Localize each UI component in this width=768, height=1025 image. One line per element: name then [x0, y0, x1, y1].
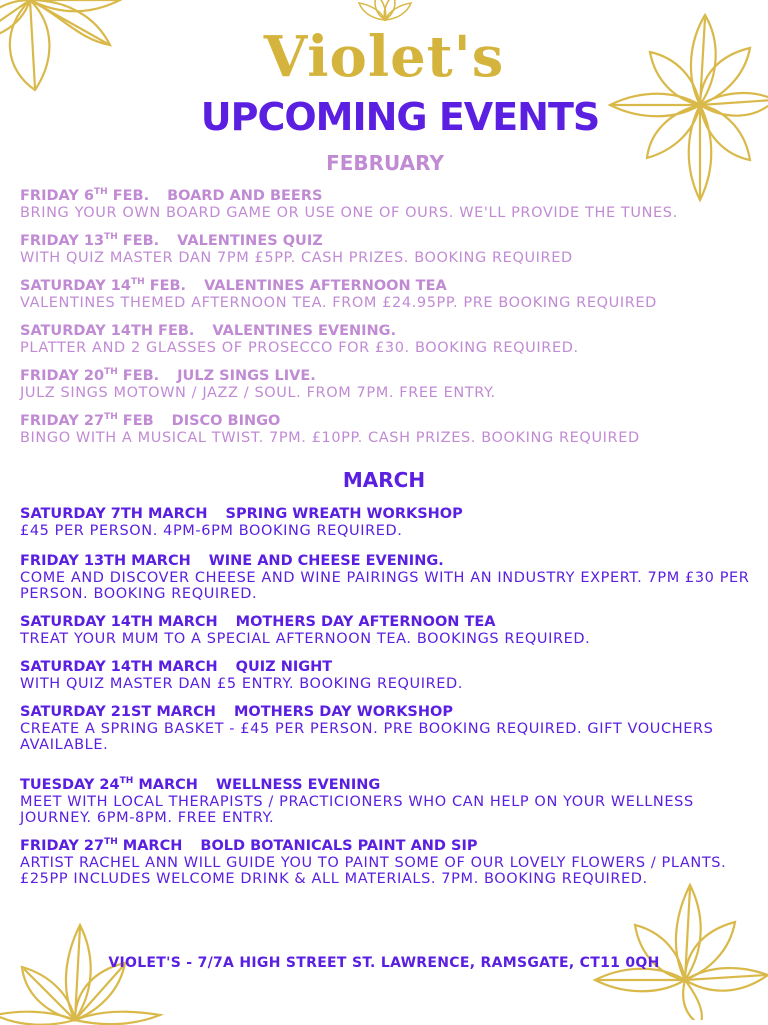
event-heading: [20, 659, 750, 676]
event-heading: [20, 413, 750, 430]
event-month: FEB: [117, 413, 154, 429]
event-date: SATURDAY 21ST MARCH: [20, 704, 216, 720]
event-name: QUIZ NIGHT: [235, 659, 333, 675]
month-heading-march: MARCH: [342, 468, 426, 492]
event-date: TUESDAY 24: [20, 777, 120, 793]
event-date-suffix: TH: [130, 277, 145, 288]
event-name: VALENTINES AFTERNOON TEA: [204, 278, 447, 294]
event-date-suffix: TH: [104, 837, 118, 848]
event-heading: [20, 704, 750, 721]
event-heading: [20, 323, 750, 340]
event-date: FRIDAY 6: [20, 188, 94, 204]
event-item: [20, 614, 750, 647]
event-description: TREAT YOUR MUM TO A SPECIAL AFTERNOON TEA. BOOKINGS REQUIRED.: [20, 631, 591, 647]
event-month: FEB.: [117, 233, 160, 249]
event-description: WITH QUIZ MASTER DAN 7PM £5PP. CASH PRIZES. BOOKING REQUIRED: [20, 250, 573, 266]
event-date: SATURDAY 14: [20, 278, 131, 294]
event-heading: [20, 278, 750, 295]
event-date: FRIDAY 27: [20, 413, 105, 429]
event-date: SATURDAY 14TH FEB.: [20, 323, 195, 339]
event-heading: [20, 188, 750, 205]
event-item: [20, 553, 750, 602]
event-item: [20, 413, 750, 446]
event-item: [20, 838, 750, 887]
event-name: SPRING WREATH WORKSHOP: [225, 506, 463, 522]
event-date: FRIDAY 20: [20, 368, 105, 384]
event-date-suffix: TH: [104, 412, 118, 423]
event-item: [20, 233, 750, 266]
event-item: [20, 278, 750, 311]
event-item: [20, 777, 750, 826]
event-name: VALENTINES QUIZ: [177, 233, 323, 249]
february-event-list: [20, 188, 750, 458]
month-heading-february: FEBRUARY: [326, 151, 444, 175]
event-date: FRIDAY 27: [20, 838, 105, 854]
page-subtitle: UPCOMING EVENTS: [200, 95, 600, 139]
event-date-suffix: TH: [104, 232, 118, 243]
event-name: MOTHERS DAY WORKSHOP: [233, 704, 453, 720]
event-date-suffix: TH: [93, 187, 108, 198]
event-name: WINE AND CHEESE EVENING.: [208, 553, 444, 569]
event-description: JULZ SINGS MOTOWN / JAZZ / SOUL. FROM 7PM. FREE ENTRY.: [20, 385, 496, 401]
event-month: FEB.: [144, 278, 187, 294]
event-name: BOLD BOTANICALS PAINT AND SIP: [200, 838, 478, 854]
venue-address: VIOLET'S - 7/7A HIGH STREET ST. LAWRENCE, RAMSGATE, CT11 0QH: [108, 955, 660, 971]
event-item: [20, 506, 750, 539]
page-title: Violet's: [263, 24, 505, 90]
event-name: MOTHERS DAY AFTERNOON TEA: [235, 614, 496, 630]
event-heading: [20, 233, 750, 250]
event-month: MARCH: [133, 777, 198, 793]
event-date-suffix: TH: [104, 367, 118, 378]
event-name: BOARD AND BEERS: [167, 188, 323, 204]
event-description: MEET WITH LOCAL THERAPISTS / PRACTICIONERS WHO CAN HELP ON YOUR WELLNESS JOURNEY. 6PM-8PM. FREE ENTRY.: [20, 794, 694, 826]
event-item: [20, 368, 750, 401]
event-item: [20, 323, 750, 356]
event-item: [20, 188, 750, 221]
event-name: VALENTINES EVENING.: [212, 323, 397, 339]
event-date: SATURDAY 14TH MARCH: [20, 614, 218, 630]
event-month: MARCH: [117, 838, 183, 854]
event-date-suffix: TH: [119, 776, 134, 787]
event-description: COME AND DISCOVER CHEESE AND WINE PAIRINGS WITH AN INDUSTRY EXPERT. 7PM £30 PER PERSON. BOOKING REQUIRED.: [20, 570, 750, 602]
event-name: JULZ SINGS LIVE.: [177, 368, 316, 384]
event-heading: [20, 553, 750, 570]
march-event-list: [20, 506, 750, 887]
event-item: [20, 659, 750, 692]
event-date: SATURDAY 7TH MARCH: [20, 506, 208, 522]
event-description: £45 PER PERSON. 4PM-6PM BOOKING REQUIRED.: [20, 523, 403, 539]
event-description: BRING YOUR OWN BOARD GAME OR USE ONE OF OURS. WE'LL PROVIDE THE TUNES.: [20, 205, 678, 221]
event-heading: [20, 368, 750, 385]
event-name: DISCO BINGO: [171, 413, 281, 429]
event-heading: [20, 506, 750, 523]
event-heading: [20, 614, 750, 631]
event-item: [20, 704, 750, 753]
event-description: BINGO WITH A MUSICAL TWIST. 7PM. £10PP. CASH PRIZES. BOOKING REQUIRED: [20, 430, 640, 446]
event-month: FEB.: [117, 368, 160, 384]
event-date: FRIDAY 13: [20, 233, 105, 249]
event-date: SATURDAY 14TH MARCH: [20, 659, 218, 675]
event-description: ARTIST RACHEL ANN WILL GUIDE YOU TO PAINT SOME OF OUR LOVELY FLOWERS / PLANTS. £25PP INCLUDES WELCOME DRINK & ALL MATERIALS. 7PM. BOOKING REQUIRED.: [20, 855, 727, 887]
event-description: PLATTER AND 2 GLASSES OF PROSECCO FOR £30. BOOKING REQUIRED.: [20, 340, 579, 356]
event-description: VALENTINES THEMED AFTERNOON TEA. FROM £24.95PP. PRE BOOKING REQUIRED: [20, 295, 657, 311]
event-month: FEB.: [107, 188, 150, 204]
event-description: WITH QUIZ MASTER DAN £5 ENTRY. BOOKING REQUIRED.: [20, 676, 464, 692]
event-description: CREATE A SPRING BASKET - £45 PER PERSON. PRE BOOKING REQUIRED. GIFT VOUCHERS AVAILABLE.: [20, 721, 714, 753]
event-name: WELLNESS EVENING: [215, 777, 381, 793]
event-date: FRIDAY 13TH MARCH: [20, 553, 191, 569]
gold-flower-bottom-right-icon: [590, 880, 768, 1020]
event-heading: [20, 838, 750, 855]
event-heading: [20, 777, 750, 794]
